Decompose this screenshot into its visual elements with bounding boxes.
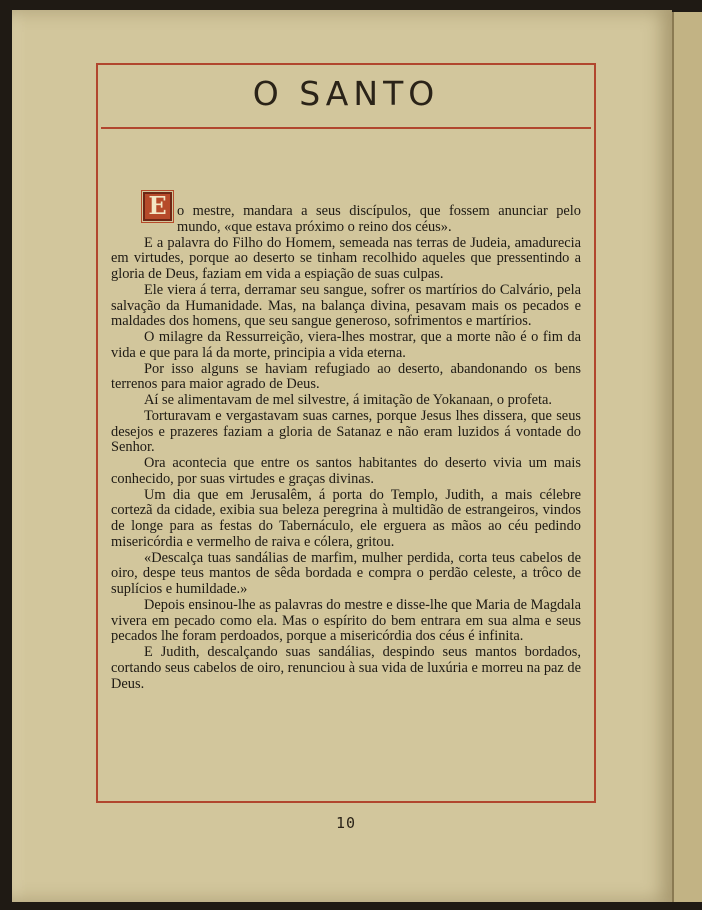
paragraph: Ele viera á terra, derramar seu sangue, sofrer os martírios do Calvário, pela salvação da Humanidade. Mas, na balança divina, pesavam mais os pecados e maldades dos homens, que seu sangue generoso, sofrimentos e martírios.	[111, 281, 581, 330]
adjacent-page-edge	[672, 12, 702, 902]
paragraph: E a palavra do Filho do Homem, semeada nas terras de Judeia, amadurecia em virtudes, porque ao deserto se tinham recolhido aqueles que pressentindo a gloria de Deus, faziam em vida a espiação de suas culpas.	[111, 234, 581, 282]
paragraph: O milagre da Ressurreição, viera-lhes mostrar, que a morte não é o fim da vida e que para lá da morte, principia a vida eterna.	[111, 329, 581, 361]
paragraph: Ora acontecia que entre os santos habitantes do deserto vivia um mais conhecido, por suas virtudes e graças divinas.	[111, 455, 581, 487]
paragraph: E Judith, descalçando suas sandálias, despindo seus mantos bordados, cortando seus cabelos de oiro, renunciou à sua vida de luxúria e morreu na paz de Deus.	[111, 644, 581, 692]
paragraph: Aí se alimentavam de mel silvestre, á imitação de Yokanaan, o profeta.	[144, 392, 553, 408]
paragraph: «Descalça tuas sandálias de marfim, mulher perdida, corta teus cabelos de oiro, despe teus mantos de sêda bordada e compra o perdão celeste, a trôco de suplícios e humildade.»	[111, 549, 581, 597]
paragraph: Depois ensinou-lhe as palavras do mestre e disse-lhe que Maria de Magdala vivera em pecado como ela. Mas o espírito do bem entrara em sua alma e seus pecados lhe foram perdoados, porque a misericórdia dos céus é infinita.	[111, 596, 581, 645]
chapter-title: O SANTO	[252, 74, 440, 113]
page-number: 10	[335, 814, 357, 832]
paragraph: o mestre, mandara a seus discípulos, que fossem anunciar pelo mundo, «que estava próximo o reino dos céus».	[177, 203, 581, 235]
paragraph: Um dia que em Jerusalêm, á porta do Templo, Judith, a mais célebre cortezã da cidade, exibia sua beleza peregrina à multidão de estrangeiros, vindos de longe para as festas do Tabernáculo, ele erguera as mãos ao céu pedindo misericórdia e vermelho de raiva e cólera, gritou.	[111, 486, 581, 550]
paragraph: Torturavam e vergastavam suas carnes, porque Jesus lhes dissera, que seus desejos e prazeres faziam a gloria de Satanaz e não eram luzidos á vontade do Senhor.	[111, 407, 581, 456]
drop-cap-initial: E	[143, 192, 172, 221]
title-divider	[101, 127, 591, 129]
paragraph: Por isso alguns se haviam refugiado ao deserto, abandonando os bens terrenos para maior agrado de Deus.	[111, 360, 581, 393]
chapter-body	[111, 204, 581, 692]
